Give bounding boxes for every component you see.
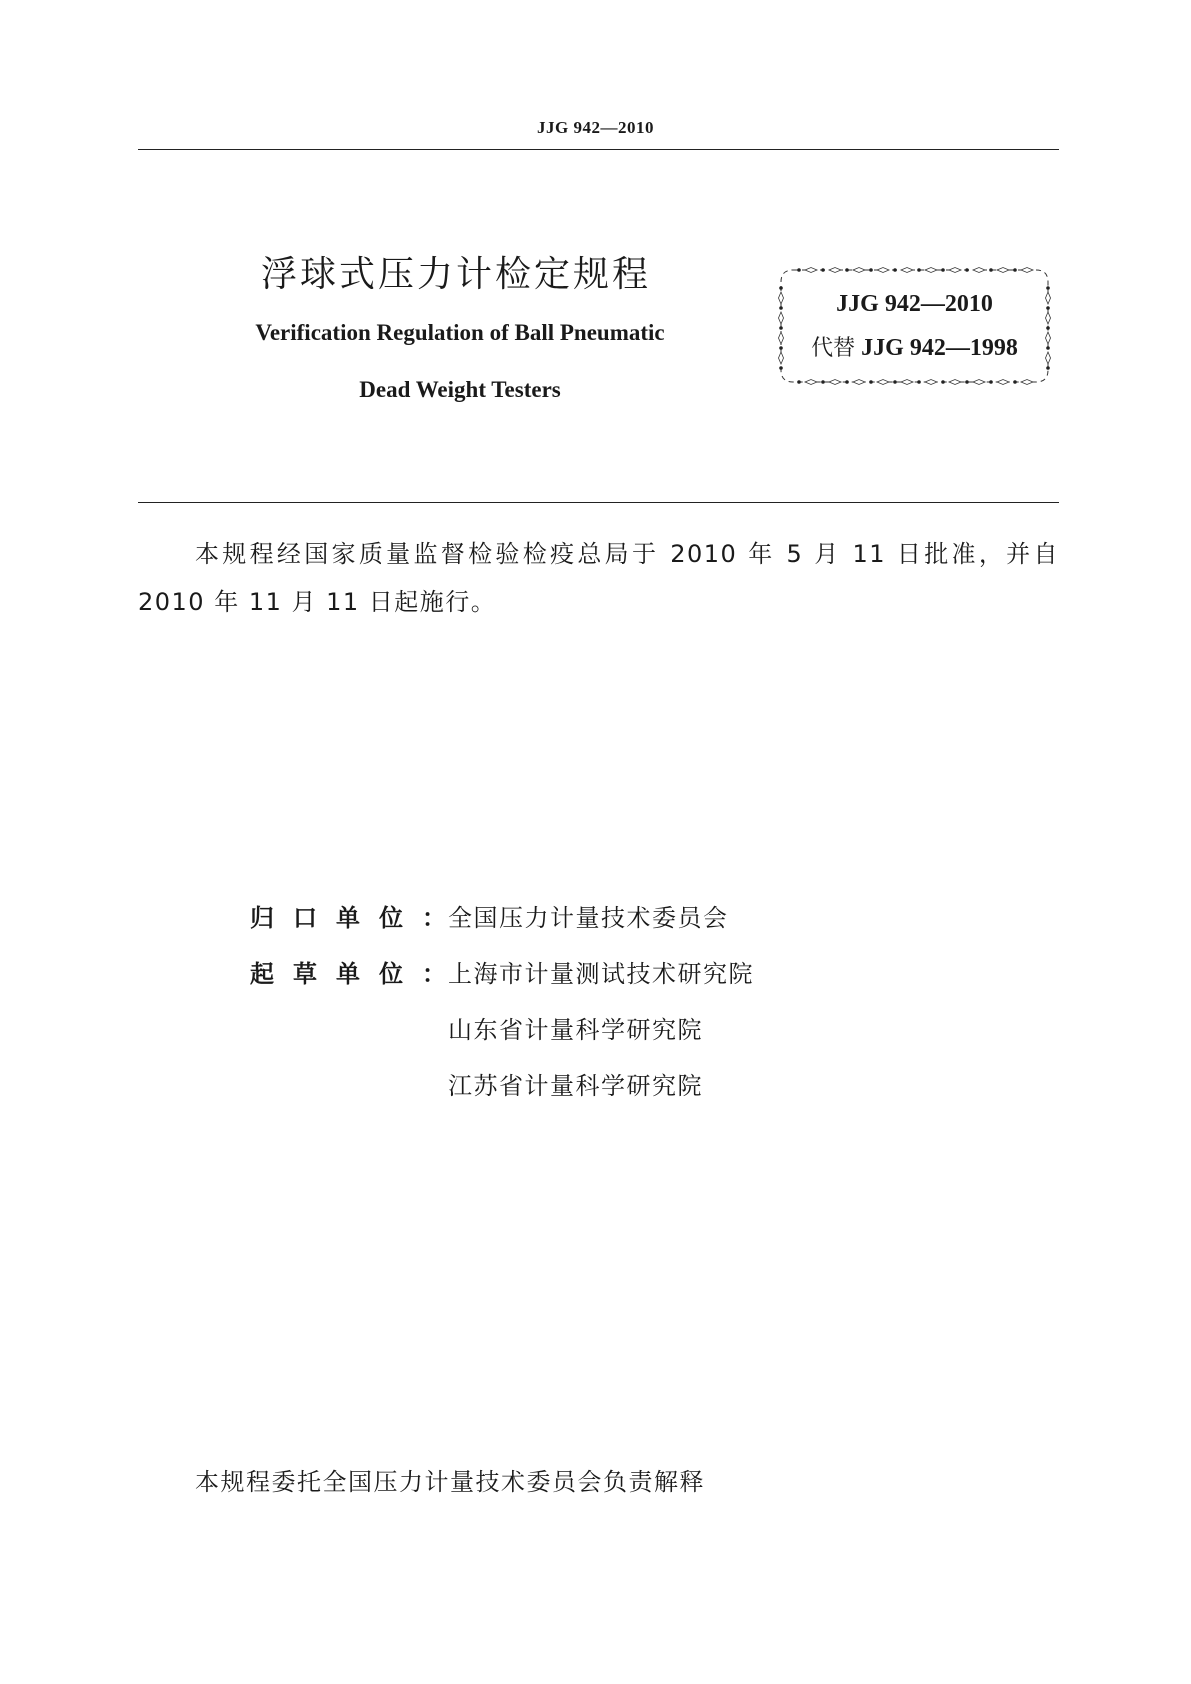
frame-dot xyxy=(917,380,921,384)
frame-diamond xyxy=(877,380,889,385)
frame-dot xyxy=(941,380,945,384)
frame-dot xyxy=(893,380,897,384)
frame-dot xyxy=(989,268,993,272)
frame-dot xyxy=(893,268,897,272)
frame-diamond xyxy=(1021,268,1033,273)
replaces-code-line xyxy=(776,331,1053,362)
title-english-line-2: Dead Weight Testers xyxy=(359,377,561,402)
frame-diamond xyxy=(805,268,817,273)
frame-dot xyxy=(779,286,783,290)
section-rule xyxy=(138,502,1059,503)
centralized-unit-value: 全国压力计量技术委员会 xyxy=(448,904,729,932)
drafting-unit-row-2 xyxy=(250,1002,754,1058)
frame-diamond xyxy=(853,380,865,385)
drafting-unit-row xyxy=(250,946,754,1002)
frame-diamond xyxy=(805,380,817,385)
title-chinese: 浮球式压力计检定规程 xyxy=(260,254,651,295)
drafting-unit-value-2: 山东省计量科学研究院 xyxy=(448,1016,703,1044)
frame-diamond xyxy=(973,380,985,385)
frame-dot xyxy=(869,380,873,384)
frame-dot xyxy=(797,268,801,272)
decorative-dotted-frame xyxy=(776,265,1053,387)
responsible-units xyxy=(250,890,754,1114)
frame-dot xyxy=(1013,380,1017,384)
frame-diamond xyxy=(925,268,937,273)
frame-diamond xyxy=(901,380,913,385)
frame-diamond xyxy=(901,268,913,273)
drafting-unit-label: 起草单位： xyxy=(250,960,446,988)
header-rule xyxy=(138,149,1059,150)
frame-dot xyxy=(779,326,783,330)
frame-dot xyxy=(797,380,801,384)
standard-code-box xyxy=(776,265,1053,387)
frame-dot xyxy=(989,380,993,384)
replaces-prefix: 代替 xyxy=(811,336,856,361)
running-header-code: JJG 942—2010 xyxy=(537,118,654,137)
frame-dot xyxy=(1046,286,1050,290)
frame-dot xyxy=(1046,366,1050,370)
title-english-line-1: Verification Regulation of Ball Pneumatic xyxy=(255,320,665,345)
frame-dot xyxy=(917,268,921,272)
frame-diamond xyxy=(925,380,937,385)
frame-diamond xyxy=(973,268,985,273)
standard-code: JJG 942—2010 xyxy=(836,291,993,317)
centralized-unit-row xyxy=(250,890,754,946)
frame-outline xyxy=(781,270,1048,382)
frame-diamond xyxy=(877,268,889,273)
drafting-unit-row-3 xyxy=(250,1058,754,1114)
frame-diamond xyxy=(949,380,961,385)
replaced-code: JJG 942—1998 xyxy=(861,335,1018,361)
approval-statement: 本规程经国家质量监督检验检疫总局于 2010 年 5 月 11 日批准，并自 2010 年 11 月 11 日起施行。 xyxy=(138,540,1059,616)
frame-dot xyxy=(821,380,825,384)
frame-dot xyxy=(1046,326,1050,330)
drafting-unit-value-1: 上海市计量测试技术研究院 xyxy=(448,960,754,988)
frame-dot xyxy=(1013,268,1017,272)
frame-dot xyxy=(941,268,945,272)
frame-diamond xyxy=(949,268,961,273)
frame-diamond xyxy=(829,268,841,273)
frame-dot xyxy=(965,268,969,272)
interpretation-statement: 本规程委托全国压力计量技术委员会负责解释 xyxy=(195,1468,705,1496)
drafting-unit-value-3: 江苏省计量科学研究院 xyxy=(448,1072,703,1100)
frame-diamond xyxy=(997,380,1009,385)
centralized-unit-label: 归口单位： xyxy=(250,904,446,932)
frame-diamond xyxy=(829,380,841,385)
frame-diamond xyxy=(853,268,865,273)
frame-dot xyxy=(845,268,849,272)
frame-dot xyxy=(845,380,849,384)
frame-dot xyxy=(869,268,873,272)
frame-diamond xyxy=(1021,380,1033,385)
frame-dot xyxy=(779,366,783,370)
frame-diamond xyxy=(997,268,1009,273)
frame-dot xyxy=(821,268,825,272)
frame-dot xyxy=(965,380,969,384)
